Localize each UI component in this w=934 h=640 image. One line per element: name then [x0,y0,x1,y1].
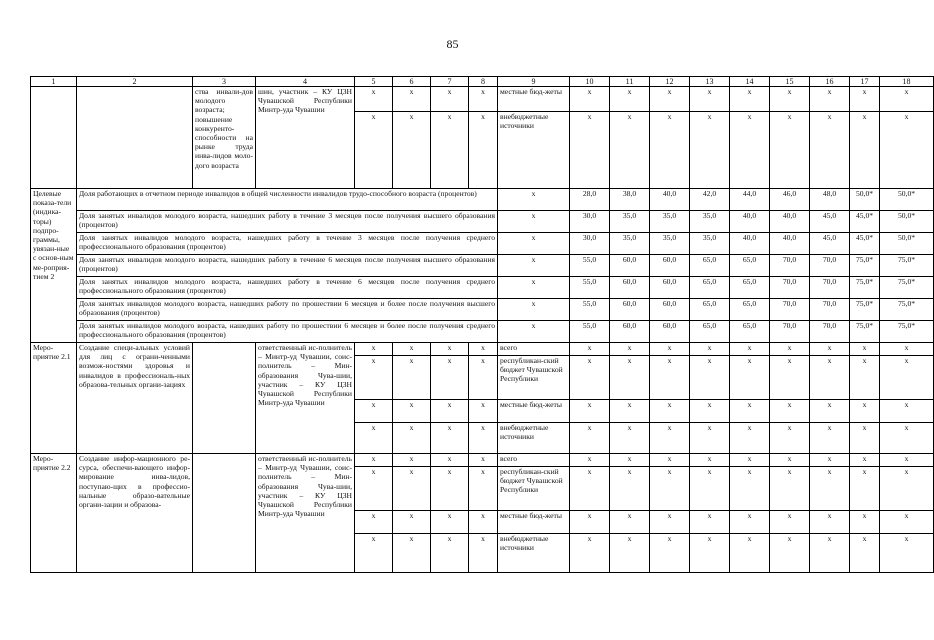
year-value: 60,0 [610,255,650,277]
event-label: Меро-приятие 2.2 [31,454,77,573]
column-header: 15 [770,77,810,87]
year-value: 40,0 [650,189,690,211]
value-cell: x [431,534,469,573]
value-cell: x [355,356,393,400]
year-value: x [730,534,770,573]
indicator-row [31,211,934,233]
year-value: 50,0* [880,189,934,211]
column-header: 18 [880,77,934,87]
year-value: x [610,87,650,112]
year-value: 65,0 [690,255,730,277]
responsible-parties: шин, участник – КУ ЦЗН Чувашской Республики Минтр-уда Чувашии [256,87,355,189]
year-value: x [880,511,934,534]
year-value: x [730,467,770,511]
year-value: x [650,356,690,400]
year-value: 40,0 [770,211,810,233]
empty-cell [31,87,77,189]
year-value: x [690,112,730,189]
indicator-text: Доля занятых инвалидов молодого возраста, нашедших работу в течение 6 месяцев после получения высшего образования (процентов) [77,255,498,277]
year-value: x [850,87,880,112]
value-cell: x [469,511,498,534]
year-value: 28,0 [570,189,610,211]
year-value: x [810,343,850,356]
year-value: 60,0 [650,277,690,299]
year-value: x [770,400,810,423]
value-cell: x [431,400,469,423]
year-value: 75,0* [850,255,880,277]
value-cell: x [469,454,498,467]
indicator-row [31,321,934,343]
funding-source: всего [498,343,570,356]
year-value: x [690,511,730,534]
event-description: ства инвали-дов молодого возраста; повышение конкуренто-способности на рынке труда инва-лидов моло-дого возраста [193,87,256,189]
year-value: 65,0 [730,321,770,343]
value-cell: x [431,87,469,112]
year-value: x [690,343,730,356]
year-value: 65,0 [690,277,730,299]
year-value: 75,0* [880,277,934,299]
year-value: 60,0 [610,299,650,321]
header-row [31,77,934,87]
year-value: 70,0 [810,277,850,299]
year-value: x [610,356,650,400]
value-cell: x [355,423,393,454]
page-number: 85 [446,37,459,51]
year-value: x [570,400,610,423]
year-value: x [690,87,730,112]
funding-source: республикан-ский бюджет Чувашской Республики [498,356,570,400]
year-value: x [650,467,690,511]
indicators-label: Целевые показа-тели (индика-торы) подпро-граммы, увязан-ные с основ-ным ме-роприя-тием 2 [31,189,77,343]
year-value: x [810,534,850,573]
year-value: x [850,511,880,534]
value-cell: x [355,454,393,467]
event-row [31,343,934,356]
year-value: 70,0 [770,321,810,343]
year-value: 35,0 [690,233,730,255]
year-value: 50,0* [850,189,880,211]
empty-cell [193,454,256,573]
value-cell: x [393,534,431,573]
funding-source: республикан-ский бюджет Чувашской Республики [498,467,570,511]
year-value: x [850,112,880,189]
year-value: x [570,467,610,511]
indicator-source: x [498,233,570,255]
year-value: x [770,534,810,573]
year-value: x [610,343,650,356]
year-value: x [570,423,610,454]
year-value: x [810,356,850,400]
value-cell: x [431,467,469,511]
indicator-row [31,299,934,321]
year-value: 55,0 [570,321,610,343]
column-header: 11 [610,77,650,87]
year-value: 70,0 [810,255,850,277]
year-value: x [850,534,880,573]
year-value: x [770,511,810,534]
value-cell: x [469,112,498,189]
year-value: 40,0 [770,233,810,255]
indicator-source: x [498,255,570,277]
year-value: x [730,511,770,534]
year-value: 65,0 [730,299,770,321]
column-header: 17 [850,77,880,87]
year-value: 75,0* [880,321,934,343]
year-value: 75,0* [880,255,934,277]
year-value: 35,0 [610,211,650,233]
value-cell: x [431,454,469,467]
responsible-parties: ответственный ис-полнитель – Минтр-уд Чувашии, соис-полнитель – Мин-образования Чува-шии, участник – КУ ЦЗН Чувашской Республики Минтр-уда Чувашии [256,454,355,573]
year-value: x [570,356,610,400]
year-value: x [880,423,934,454]
year-value: 70,0 [810,299,850,321]
year-value: x [880,454,934,467]
indicator-row [31,255,934,277]
year-value: x [690,534,730,573]
year-value: x [770,423,810,454]
year-value: x [770,356,810,400]
year-value: 38,0 [610,189,650,211]
value-cell: x [431,423,469,454]
program-table [30,76,934,573]
value-cell: x [393,400,431,423]
year-value: 40,0 [730,233,770,255]
year-value: x [770,467,810,511]
year-value: x [570,454,610,467]
value-cell: x [393,511,431,534]
table-row [31,87,934,112]
year-value: x [850,400,880,423]
year-value: 70,0 [770,299,810,321]
value-cell: x [393,343,431,356]
year-value: x [850,467,880,511]
value-cell: x [469,343,498,356]
funding-source: местные бюд-жеты [498,400,570,423]
value-cell: x [355,534,393,573]
year-value: 75,0* [850,277,880,299]
year-value: 75,0* [850,321,880,343]
funding-source: местные бюд-жеты [498,87,570,112]
value-cell: x [393,112,431,189]
year-value: x [730,112,770,189]
year-value: x [850,356,880,400]
year-value: x [810,400,850,423]
year-value: 30,0 [570,211,610,233]
year-value: x [810,112,850,189]
year-value: 45,0 [810,211,850,233]
year-value: x [810,87,850,112]
year-value: 48,0 [810,189,850,211]
indicator-text: Доля работающих в отчетном периоде инвалидов в общей численности инвалидов трудо-способного возраста (процентов) [77,189,498,211]
value-cell: x [393,467,431,511]
year-value: x [810,454,850,467]
column-header: 16 [810,77,850,87]
year-value: x [610,534,650,573]
value-cell: x [469,87,498,112]
year-value: x [610,467,650,511]
year-value: x [730,423,770,454]
empty-cell [193,343,256,454]
funding-source: местные бюд-жеты [498,511,570,534]
year-value: x [730,87,770,112]
year-value: 45,0* [850,211,880,233]
value-cell: x [469,356,498,400]
value-cell: x [469,400,498,423]
year-value: 45,0* [850,233,880,255]
year-value: x [730,400,770,423]
value-cell: x [355,511,393,534]
year-value: 65,0 [690,321,730,343]
year-value: 60,0 [610,277,650,299]
year-value: 35,0 [690,211,730,233]
column-header: 6 [393,77,431,87]
year-value: 35,0 [650,233,690,255]
value-cell: x [469,534,498,573]
value-cell: x [469,467,498,511]
year-value: x [770,87,810,112]
indicator-source: x [498,299,570,321]
year-value: x [610,112,650,189]
event-name: Создание специ-альных условий для лиц с ограни-ченными возмож-ностями здоровья и инвалидов в профессиональ-ных образова-тельных органи-зациях [77,343,193,454]
year-value: 65,0 [690,299,730,321]
year-value: 30,0 [570,233,610,255]
year-value: x [570,343,610,356]
year-value: 60,0 [650,299,690,321]
indicator-source: x [498,189,570,211]
year-value: 70,0 [810,321,850,343]
column-header: 1 [31,77,77,87]
year-value: x [690,467,730,511]
year-value: x [880,534,934,573]
column-header: 12 [650,77,690,87]
column-header: 5 [355,77,393,87]
column-header: 4 [256,77,355,87]
year-value: 45,0 [810,233,850,255]
year-value: x [730,356,770,400]
indicator-text: Доля занятых инвалидов молодого возраста, нашедших работу по прошествии 6 месяцев и более после получения среднего профессионального образования (процентов) [77,321,498,343]
value-cell: x [431,511,469,534]
year-value: x [570,87,610,112]
column-header: 13 [690,77,730,87]
year-value: x [690,454,730,467]
column-header: 7 [431,77,469,87]
value-cell: x [355,112,393,189]
funding-source: внебюджетные источники [498,112,570,189]
year-value: x [690,356,730,400]
year-value: 55,0 [570,299,610,321]
year-value: 65,0 [730,277,770,299]
year-value: x [770,343,810,356]
year-value: x [650,112,690,189]
year-value: x [880,400,934,423]
value-cell: x [431,112,469,189]
year-value: 35,0 [650,211,690,233]
year-value: 55,0 [570,255,610,277]
value-cell: x [355,343,393,356]
year-value: x [690,400,730,423]
year-value: x [850,343,880,356]
year-value: 65,0 [730,255,770,277]
year-value: x [610,400,650,423]
value-cell: x [393,356,431,400]
year-value: 42,0 [690,189,730,211]
indicator-source: x [498,321,570,343]
year-value: 60,0 [610,321,650,343]
value-cell: x [355,87,393,112]
year-value: x [810,467,850,511]
column-header: 2 [77,77,193,87]
column-header: 9 [498,77,570,87]
year-value: 75,0* [880,299,934,321]
indicator-source: x [498,211,570,233]
year-value: x [610,454,650,467]
indicator-text: Доля занятых инвалидов молодого возраста, нашедших работу в течение 3 месяцев после получения среднего профессионального образования (процентов) [77,233,498,255]
funding-source: внебюджетные источники [498,534,570,573]
value-cell: x [393,87,431,112]
year-value: 55,0 [570,277,610,299]
indicator-row [31,233,934,255]
year-value: x [850,454,880,467]
year-value: x [730,454,770,467]
value-cell: x [431,343,469,356]
event-name: Создание инфор-мационного ре-сурса, обеспечи-вающего инфор-мирование инва-лидов, поступаю-щих в профессио-нальные образо-вательные органи-зации и образова- [77,454,193,573]
year-value: x [880,343,934,356]
indicator-text: Доля занятых инвалидов молодого возраста, нашедших работу в течение 3 месяцев после получения высшего образования (процентов) [77,211,498,233]
column-header: 8 [469,77,498,87]
empty-cell [77,87,193,189]
year-value: 70,0 [770,277,810,299]
year-value: x [610,511,650,534]
indicator-row [31,189,934,211]
year-value: x [850,423,880,454]
year-value: 35,0 [610,233,650,255]
column-header: 10 [570,77,610,87]
year-value: 70,0 [770,255,810,277]
year-value: x [650,511,690,534]
year-value: x [880,467,934,511]
column-header: 3 [193,77,256,87]
year-value: 60,0 [650,321,690,343]
year-value: x [730,343,770,356]
year-value: x [570,534,610,573]
year-value: x [610,423,650,454]
value-cell: x [355,400,393,423]
value-cell: x [355,467,393,511]
funding-source: всего [498,454,570,467]
funding-source: внебюджетные источники [498,423,570,454]
year-value: x [650,534,690,573]
value-cell: x [393,423,431,454]
year-value: 50,0* [880,233,934,255]
indicator-text: Доля занятых инвалидов молодого возраста, нашедших работу в течение 6 месяцев после получения среднего профессионального образования (процентов) [77,277,498,299]
year-value: x [650,343,690,356]
year-value: 50,0* [880,211,934,233]
value-cell: x [393,454,431,467]
event-label: Меро-приятие 2.1 [31,343,77,454]
year-value: 46,0 [770,189,810,211]
year-value: x [650,423,690,454]
responsible-parties: ответственный ис-полнитель – Минтр-уд Чувашии, соис-полнитель – Мин-образования Чува-шии, участник – КУ ЦЗН Чувашской Республики Минтр-уда Чувашии [256,343,355,454]
value-cell: x [469,423,498,454]
value-cell: x [431,356,469,400]
year-value: x [770,112,810,189]
year-value: x [650,454,690,467]
indicator-text: Доля занятых инвалидов молодого возраста, нашедших работу по прошествии 6 месяцев и более после получения высшего образования (процентов) [77,299,498,321]
year-value: x [650,87,690,112]
year-value: x [880,87,934,112]
year-value: x [570,511,610,534]
year-value: 60,0 [650,255,690,277]
year-value: x [810,511,850,534]
year-value: x [880,356,934,400]
year-value: x [880,112,934,189]
year-value: 44,0 [730,189,770,211]
year-value: x [570,112,610,189]
event-row [31,454,934,467]
year-value: x [690,423,730,454]
year-value: x [770,454,810,467]
year-value: x [650,400,690,423]
indicator-row [31,277,934,299]
indicator-source: x [498,277,570,299]
column-header: 14 [730,77,770,87]
year-value: x [810,423,850,454]
year-value: 40,0 [730,211,770,233]
year-value: 75,0* [850,299,880,321]
